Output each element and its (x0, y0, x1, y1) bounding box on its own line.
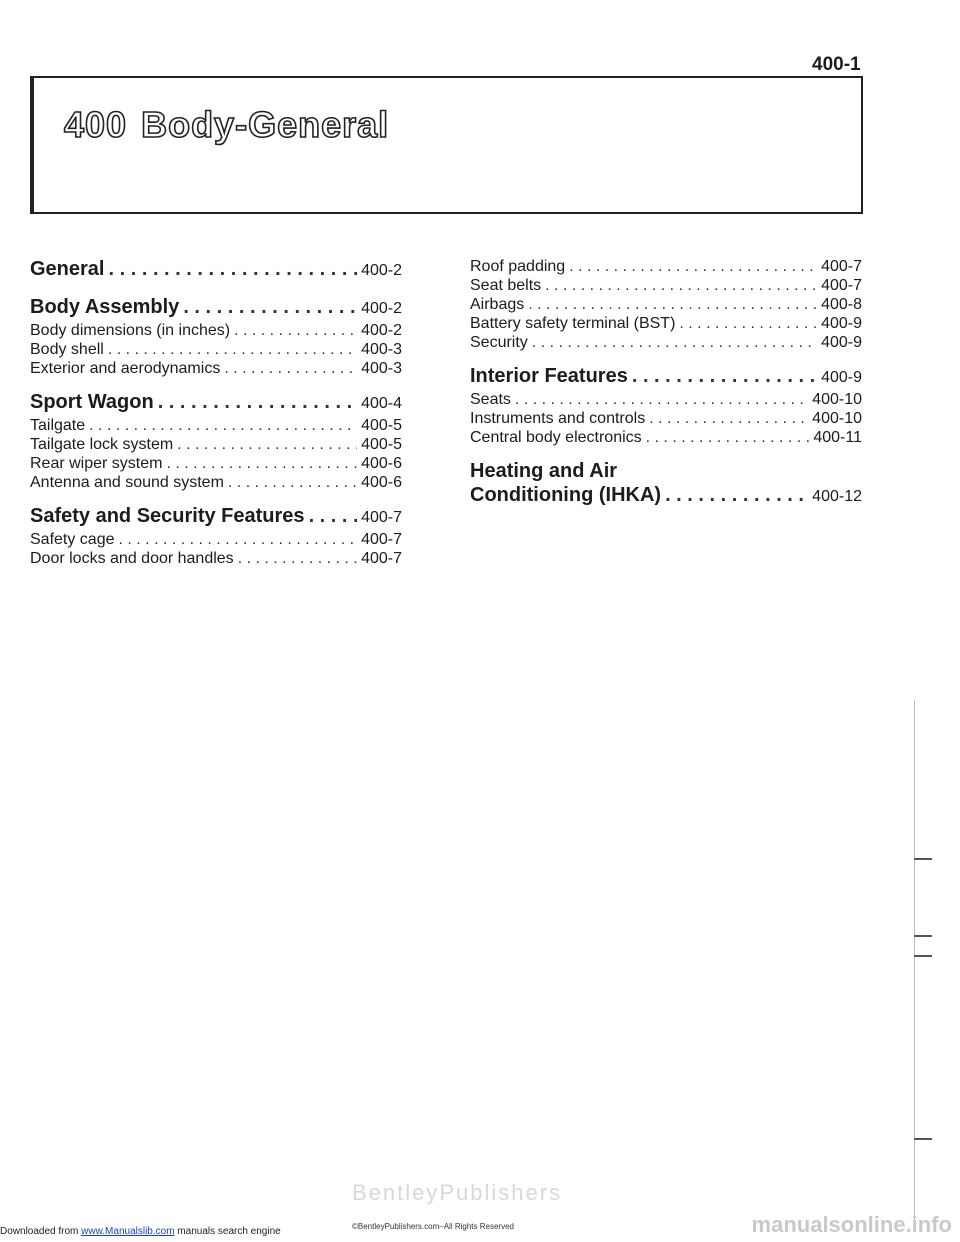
toc-entry[interactable] (30, 435, 402, 454)
toc-leader-dots (569, 257, 817, 276)
toc-entry[interactable] (470, 428, 862, 447)
toc-entry[interactable] (30, 504, 402, 530)
toc-leader-dots (665, 483, 808, 507)
toc-entry-label: Door locks and door handles (30, 550, 234, 567)
toc-entry[interactable] (30, 257, 402, 283)
toc-entry-label: Security (470, 334, 528, 351)
toc-entry[interactable] (30, 416, 402, 435)
toc-entry-page: 400-5 (361, 417, 402, 434)
toc-entry-page: 400-3 (361, 360, 402, 377)
page-edge-tick (914, 1138, 932, 1140)
download-footer (0, 1226, 281, 1237)
toc-leader-dots (528, 295, 817, 314)
toc-entry-label: Battery safety terminal (BST) (470, 315, 676, 332)
toc-left-column (30, 257, 402, 568)
page-edge-tick (914, 935, 932, 937)
toc-leader-dots (183, 295, 357, 319)
toc-entry-label: Sport Wagon (30, 391, 154, 413)
toc-entry-label: Exterior and aerodynamics (30, 360, 221, 377)
toc-entry-page: 400-2 (361, 322, 402, 339)
toc-entry[interactable] (30, 295, 402, 321)
toc-entry[interactable] (470, 333, 862, 352)
toc-entry-page: 400-2 (361, 300, 402, 317)
toc-leader-dots (515, 390, 808, 409)
toc-right-column (470, 257, 862, 509)
toc-entry[interactable] (470, 483, 862, 509)
toc-entry-label: Body shell (30, 341, 104, 358)
manualsonline-watermark: manualsonline.info (751, 1212, 952, 1237)
toc-entry-label: Airbags (470, 296, 525, 313)
download-suffix: manuals search engine (174, 1226, 281, 1237)
toc-leader-dots (632, 364, 817, 388)
toc-entry[interactable] (470, 314, 862, 333)
toc-entry[interactable] (470, 459, 862, 483)
toc-entry-page: 400-12 (812, 488, 862, 505)
chapter-title (64, 104, 403, 146)
toc-entry-label: Interior Features (470, 365, 628, 387)
toc-entry[interactable] (30, 340, 402, 359)
toc-entry-label: Safety cage (30, 531, 115, 548)
toc-entry[interactable] (470, 257, 862, 276)
toc-leader-dots (108, 257, 357, 281)
toc-leader-dots (166, 454, 357, 473)
chapter-number: 400 (64, 104, 128, 145)
manualslib-link[interactable]: www.Manualslib.com (81, 1226, 175, 1237)
toc-entry-label: Instruments and controls (470, 410, 646, 427)
toc-entry-label: Conditioning (IHKA) (470, 484, 662, 506)
toc-entry-label: Central body electronics (470, 429, 642, 446)
toc-entry-page: 400-7 (361, 550, 402, 567)
toc-entry-page: 400-11 (813, 429, 862, 446)
toc-entry-label: Rear wiper system (30, 455, 163, 472)
copyright-line: ©BentleyPublishers.com–All Rights Reserved (352, 1222, 514, 1231)
toc-entry-page: 400-6 (361, 455, 402, 472)
toc-entry[interactable] (30, 390, 402, 416)
toc-entry-label: Heating and Air (470, 460, 618, 482)
toc-entry-page: 400-3 (361, 341, 402, 358)
toc-entry-label: Antenna and sound system (30, 474, 224, 491)
toc-entry[interactable] (30, 473, 402, 492)
toc-leader-dots (679, 314, 817, 333)
toc-entry[interactable] (30, 549, 402, 568)
toc-entry[interactable] (470, 390, 862, 409)
page-edge-tick (914, 955, 932, 957)
toc-leader-dots (89, 416, 357, 435)
toc-leader-dots (238, 549, 357, 568)
toc-entry-label: Seats (470, 391, 511, 408)
toc-entry-label: Tailgate lock system (30, 436, 174, 453)
toc-entry[interactable] (30, 454, 402, 473)
toc-entry-page: 400-10 (812, 410, 862, 427)
toc-leader-dots (119, 530, 358, 549)
toc-entry[interactable] (470, 409, 862, 428)
page-edge-tick (914, 858, 932, 860)
toc-leader-dots (545, 276, 817, 295)
toc-leader-dots (108, 340, 357, 359)
toc-entry[interactable] (470, 276, 862, 295)
toc-entry-label: Safety and Security Features (30, 505, 305, 527)
toc-entry-page: 400-7 (821, 258, 862, 275)
toc-entry-page: 400-4 (361, 395, 402, 412)
toc-entry-page: 400-7 (361, 509, 402, 526)
toc-entry-page: 400-9 (821, 315, 862, 332)
toc-entry-label: Body dimensions (in inches) (30, 322, 231, 339)
chapter-name: Body-General (141, 104, 390, 145)
toc-entry-page: 400-9 (821, 369, 862, 386)
toc-entry[interactable] (30, 359, 402, 378)
toc-leader-dots (158, 390, 357, 414)
toc-entry-page: 400-8 (821, 296, 862, 313)
toc-entry[interactable] (30, 321, 402, 340)
page-number: 400-1 (812, 54, 861, 75)
toc-leader-dots (224, 359, 357, 378)
page-edge-line (914, 700, 915, 1220)
toc-entry-label: Roof padding (470, 258, 566, 275)
toc-leader-dots (234, 321, 357, 340)
toc-entry-page: 400-6 (361, 474, 402, 491)
toc-leader-dots (649, 409, 808, 428)
toc-entry-page: 400-10 (812, 391, 862, 408)
toc-entry-label: Tailgate (30, 417, 86, 434)
toc-entry[interactable] (470, 364, 862, 390)
download-prefix: Downloaded from (0, 1226, 82, 1237)
toc-entry-page: 400-7 (361, 531, 402, 548)
chapter-title-box (30, 76, 863, 214)
toc-entry-page: 400-7 (821, 277, 862, 294)
toc-entry-label: Seat belts (470, 277, 542, 294)
toc-leader-dots (309, 504, 358, 528)
toc-leader-dots (646, 428, 810, 447)
toc-entry[interactable] (470, 295, 862, 314)
toc-entry-label: General (30, 258, 105, 280)
toc-entry[interactable] (30, 530, 402, 549)
toc-entry-page: 400-2 (361, 262, 402, 279)
toc-leader-dots (177, 435, 357, 454)
toc-entry-page: 400-9 (821, 334, 862, 351)
toc-entry-label: Body Assembly (30, 296, 180, 318)
toc-leader-dots (228, 473, 357, 492)
toc-leader-dots (532, 333, 817, 352)
publisher-watermark: BentleyPublishers (352, 1180, 563, 1205)
toc-entry-page: 400-5 (361, 436, 402, 453)
